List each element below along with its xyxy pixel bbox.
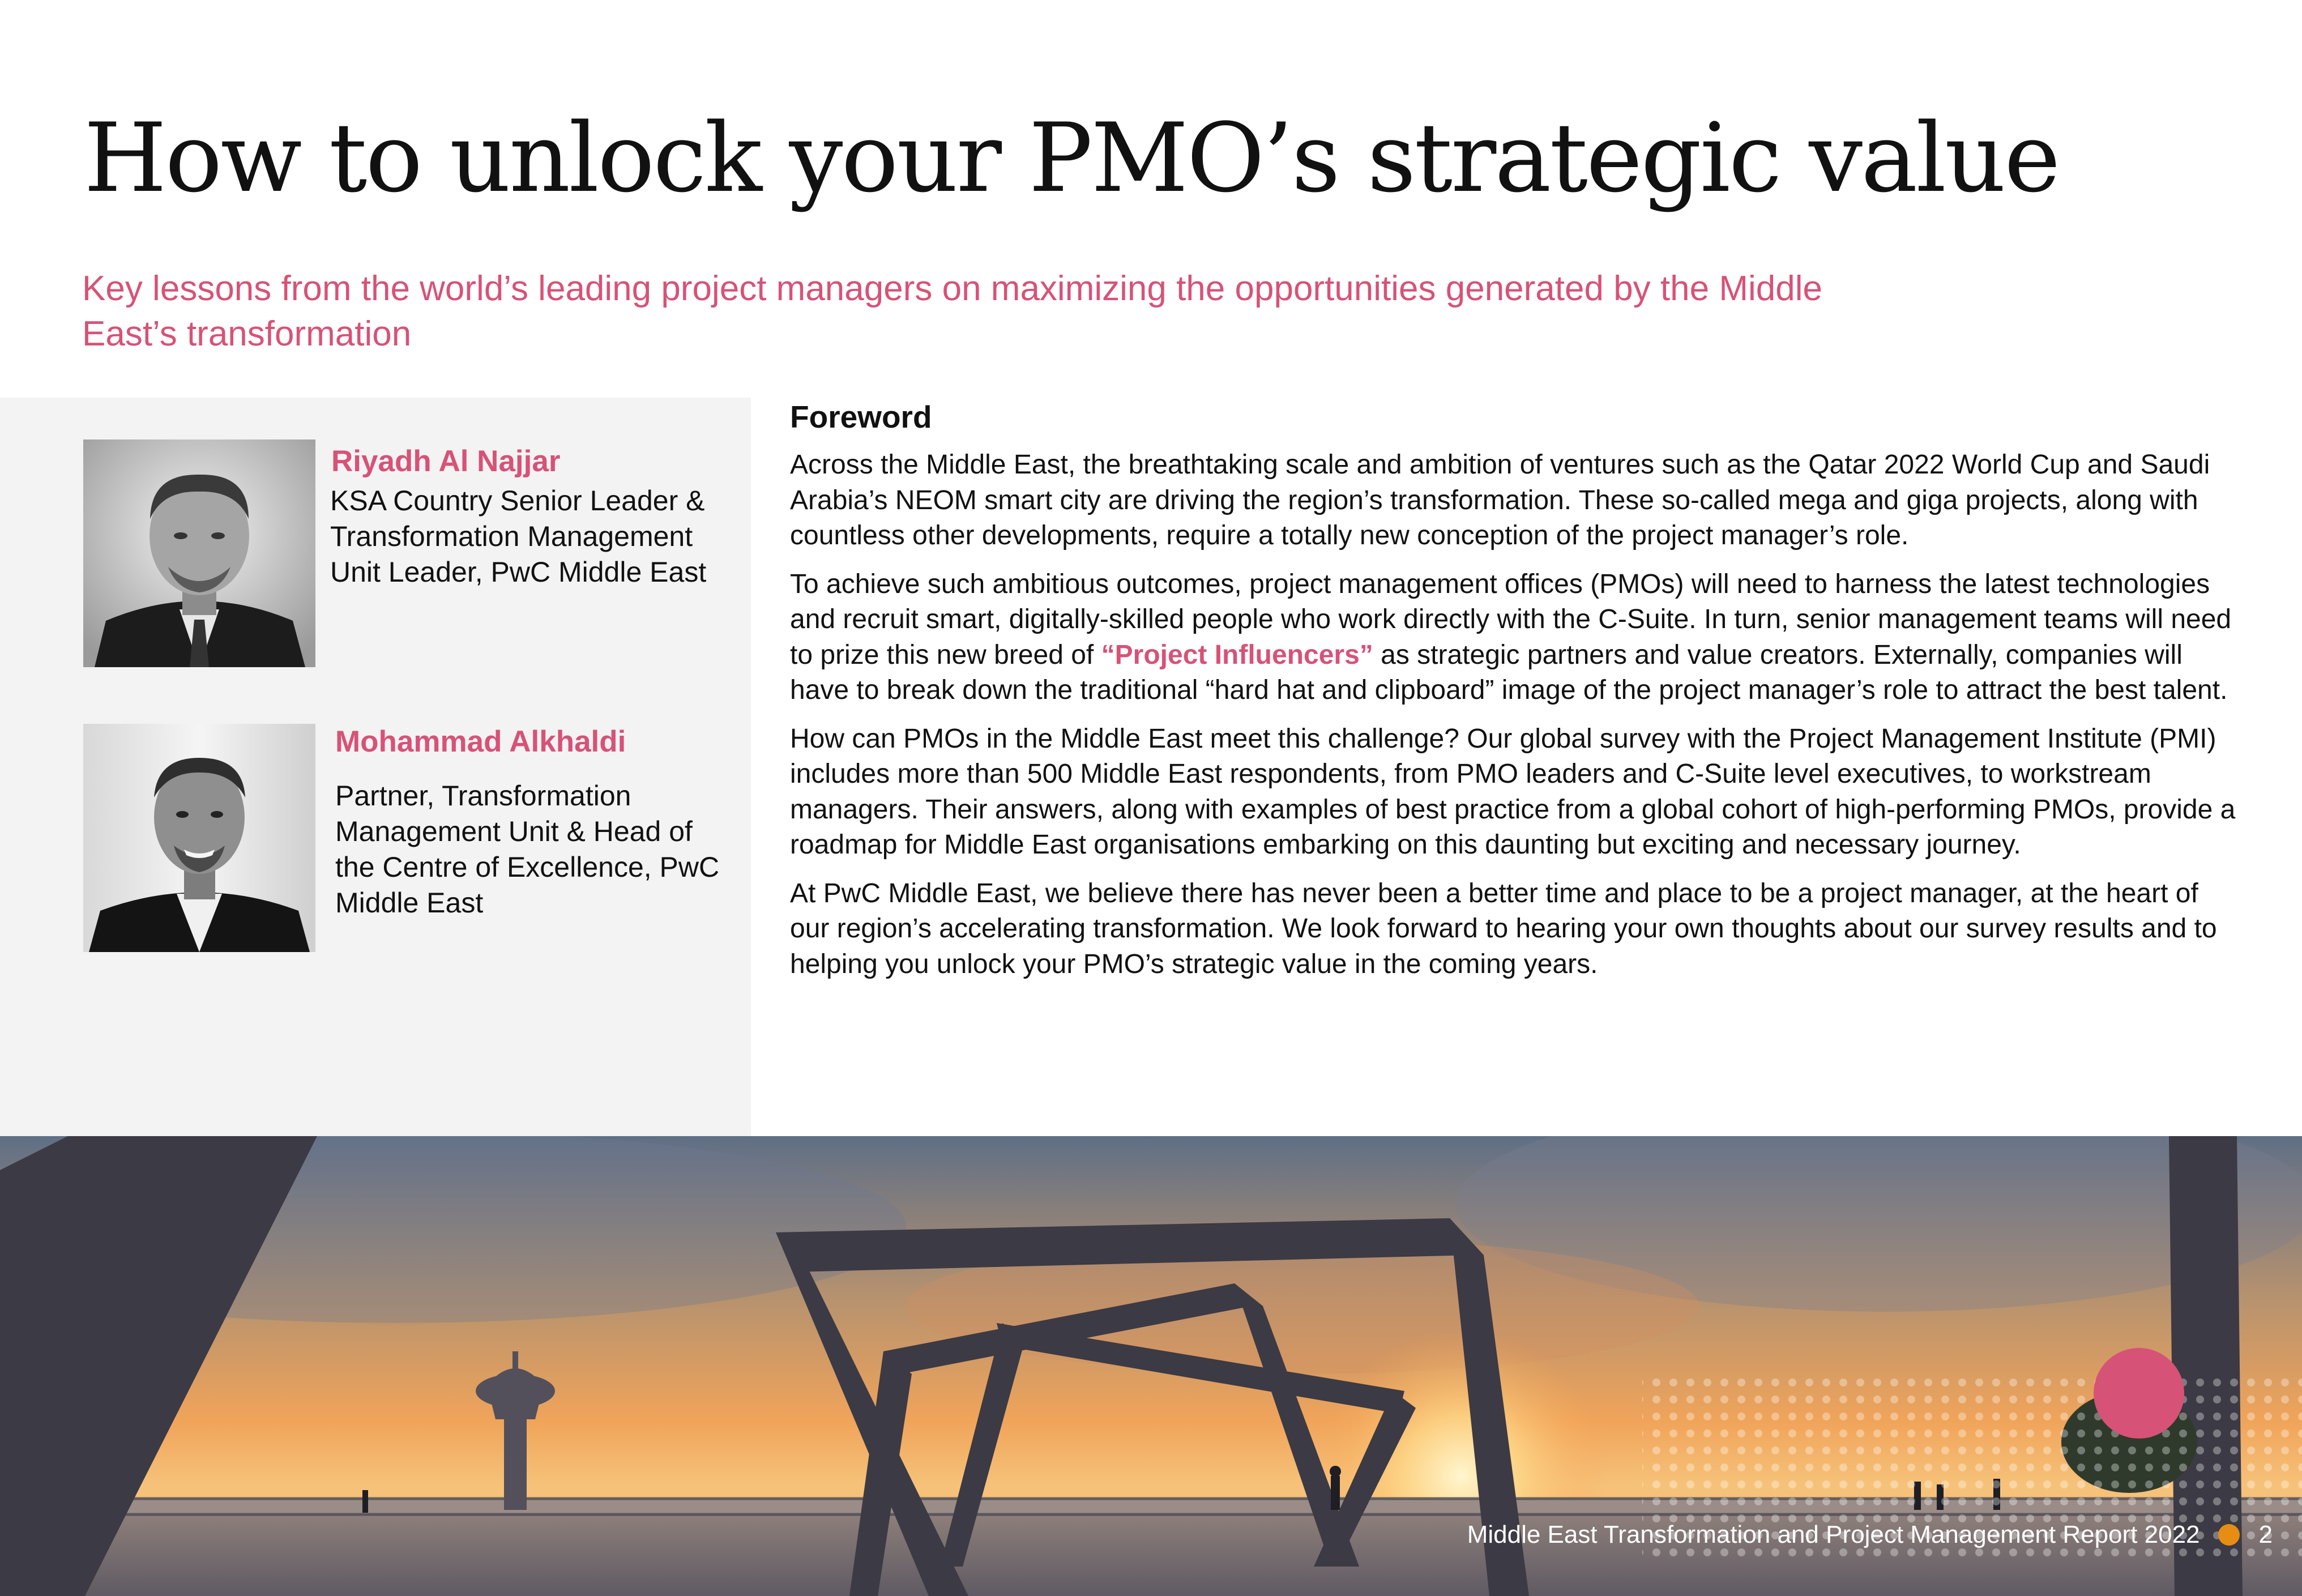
foreword-paragraph: Across the Middle East, the breathtaking scale and ambition of ventures such as the Qatar 2022 World Cup and Saudi Arabia’s NEOM smart city are driving the region’s transformation. These so-called mega and giga projects, along with countless other developments, require a totally new conception of the project manager’s role. xyxy=(790,450,2210,551)
page-subtitle: Key lessons from the world’s leading project managers on maximizing the opportunities generated by the Middle East’s transformation xyxy=(82,269,1822,353)
paragraph-text: To achieve such ambitious outcomes, project management offices (PMOs) will need to harness the latest technologies and recruit smart, digitally-skilled people who work directly with the C-Suite. In turn, senior management teams will need to prize this new breed of xyxy=(790,569,2232,670)
author-name: Mohammad Alkhaldi xyxy=(335,725,626,758)
page-title: How to unlock your PMO’s strategic value xyxy=(84,103,2059,214)
footer-dot-icon xyxy=(2218,1524,2240,1546)
foreword-section xyxy=(790,396,2240,995)
foreword-paragraph xyxy=(790,567,2240,709)
author-photo xyxy=(83,439,315,667)
page-number: 2 xyxy=(2258,1521,2273,1548)
author-sidebar xyxy=(0,398,751,1137)
author-photo xyxy=(83,724,315,952)
foreword-heading: Foreword xyxy=(790,399,932,434)
foreword-paragraph: How can PMOs in the Middle East meet this challenge? Our global survey with the Project Management Institute (PMI) includes more than 500 Middle East respondents, from PMO leaders and C-Suite level executives, to workstream managers. Their answers, along with examples of best practice from a global cohort of high-performing PMOs, provide a roadmap for Middle East organisations embarking on this daunting but exciting and necessary journey. xyxy=(790,723,2236,860)
foreword-paragraph: At PwC Middle East, we believe there has never been a better time and place to be a project manager, at the heart of our region’s accelerating transformation. We look forward to hearing your own thoughts about our survey results and to helping you unlock your PMO’s strategic value in the coming years. xyxy=(790,878,2217,979)
page-footer xyxy=(1467,1518,2273,1552)
author-name: Riyadh Al Najjar xyxy=(331,445,561,478)
author-role: KSA Country Senior Leader & Transformation Management Unit Leader, PwC Middle East xyxy=(330,485,707,588)
report-title: Middle East Transformation and Project Management Report 2022 xyxy=(1467,1521,2200,1548)
paragraph-text: as strategic partners and value creators. Externally, companies will have to break down the traditional “hard hat and clipboard” image of the project manager’s role to attract the best talent. xyxy=(790,639,2228,705)
highlight-term: “Project Influencers” xyxy=(1101,639,1373,670)
author-role: Partner, Transformation Management Unit & Head of the Centre of Excellence, PwC Middle East xyxy=(335,780,720,919)
